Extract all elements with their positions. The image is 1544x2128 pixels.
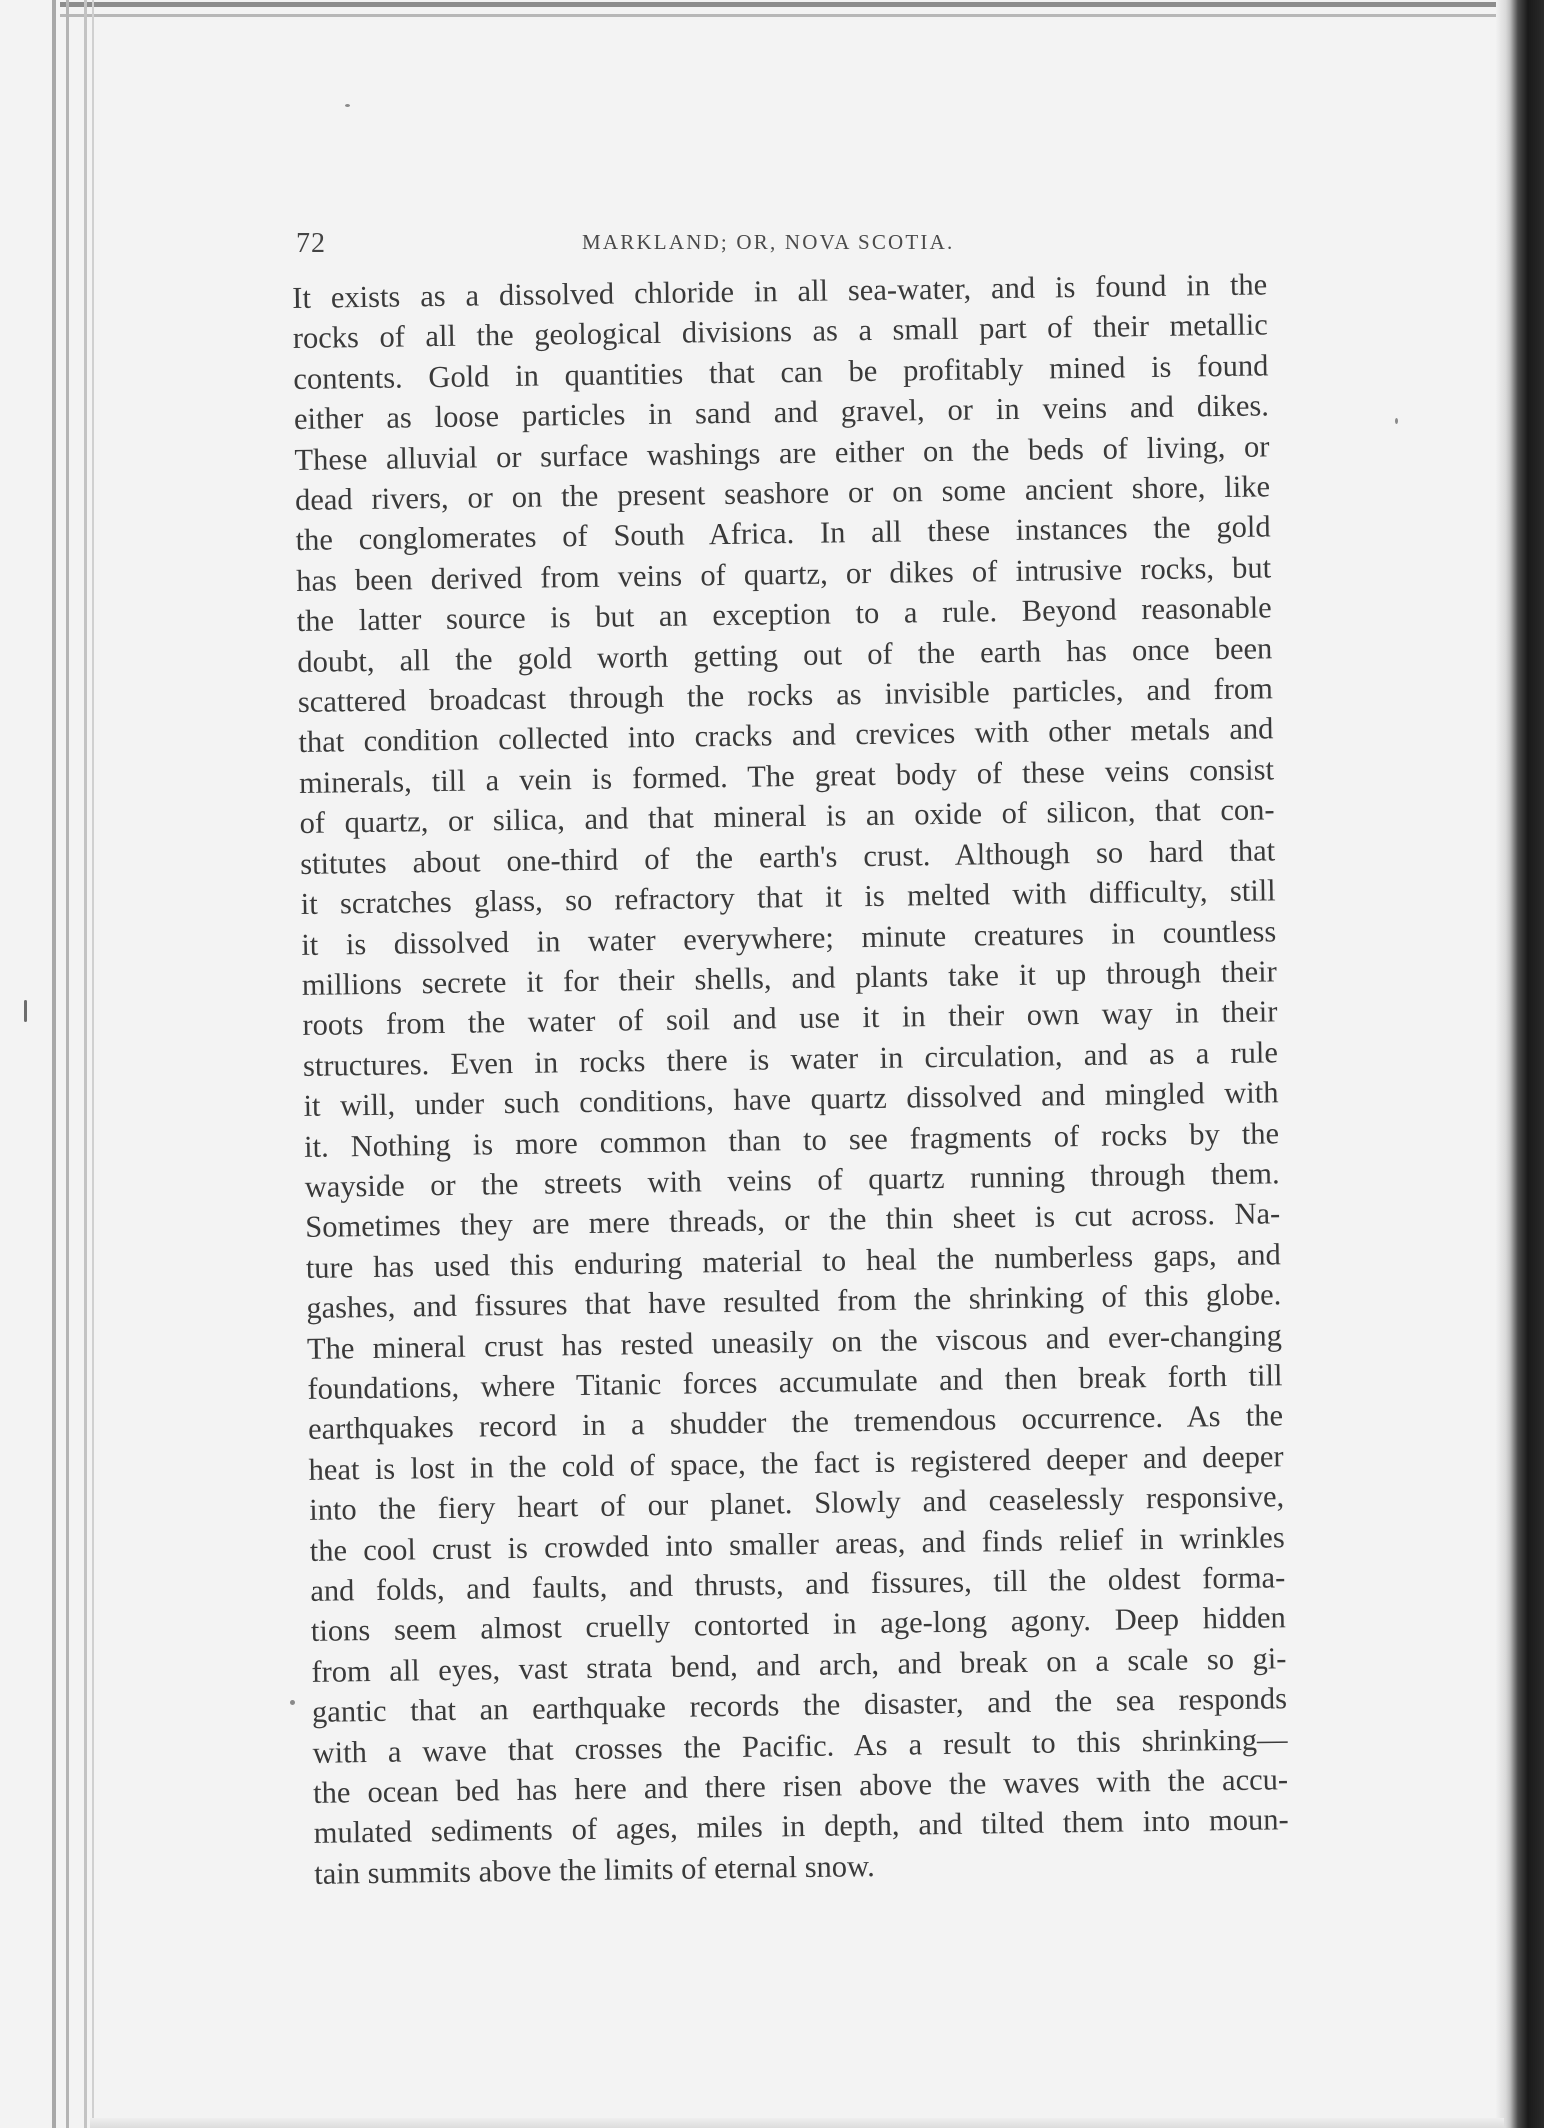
page-edge-bottom — [90, 2118, 1504, 2128]
text-line: gashes, and fissures that have resulted from the shrinking of this globe. — [306, 1277, 1282, 1326]
text-line: contents. Gold in quantities that can be profitably mined is found — [293, 348, 1269, 396]
text-line: the cool crust is crowded into smaller areas, and finds relief in wrinkles — [309, 1519, 1285, 1568]
scan-mark — [24, 1000, 27, 1022]
page-edge-top-inner — [60, 14, 1504, 17]
text-line: has been derived from veins of quartz, or dikes of intrusive rocks, but — [295, 550, 1272, 598]
text-line: foundations, where Titanic forces accumulate and then break forth till — [307, 1358, 1283, 1406]
text-line: The mineral crust has rested uneasily on the viscous and ever-changing — [306, 1317, 1283, 1366]
text-line: and folds, and faults, and thrusts, and fissures, till the oldest forma- — [310, 1560, 1286, 1608]
text-line: scattered broadcast through the rocks as invisible particles, and from — [297, 671, 1274, 720]
text-line: it will, under such conditions, have quartz dissolved and mingled with — [303, 1075, 1279, 1124]
text-line: into the fiery heart of our planet. Slowly and ceaselessly responsive, — [308, 1479, 1285, 1528]
text-line: roots from the water of soil and use it in their own way in their — [302, 994, 1278, 1043]
text-line: that condition collected into cracks and crevices with other metals and — [298, 711, 1274, 760]
text-line: These alluvial or surface washings are either on the beds of living, or — [294, 428, 1270, 477]
text-line: either as loose particles in sand and gravel, or in veins and dikes. — [293, 388, 1270, 437]
body-text — [292, 264, 1334, 1894]
page-edge-left-4 — [92, 0, 94, 2128]
text-line: It exists as a dissolved chloride in all sea-water, and is found in the — [292, 267, 1268, 315]
text-line: the latter source is but an exception to a rule. Beyond reasonable — [296, 590, 1272, 639]
text-line: of quartz, or silica, and that mineral is an oxide of silicon, that con- — [299, 792, 1275, 841]
text-line: tain summits above the limits of eternal snow. — [314, 1848, 875, 1891]
running-head-title: MARKLAND; OR, NOVA SCOTIA. — [582, 230, 955, 254]
page-edge-top — [60, 2, 1504, 7]
page-number: 72 — [296, 228, 326, 259]
text-line: mulated sediments of ages, miles in depth, and tilted them into moun- — [313, 1802, 1289, 1851]
text-line: wayside or the streets with veins of quartz running through them. — [304, 1156, 1280, 1204]
scan-speck — [345, 104, 350, 107]
text-line: millions secrete it for their shells, and plants take it up through their — [301, 954, 1278, 1002]
text-line: it is dissolved in water everywhere; minute creatures in countless — [301, 913, 1277, 962]
text-line: heat is lost in the cold of space, the fact is registered deeper and deeper — [308, 1439, 1284, 1487]
text-line: earthquakes record in a shudder the tremendous occurrence. As the — [307, 1398, 1284, 1447]
book-page — [292, 220, 1312, 1894]
page-edge-left-3 — [84, 0, 87, 2128]
scan-speck — [1395, 418, 1398, 424]
text-line: it. Nothing is more common than to see fragments of rocks by the — [303, 1115, 1280, 1164]
text-line: from all eyes, vast strata bend, and arch, and break on a scale so gi- — [311, 1641, 1287, 1689]
text-line: minerals, till a vein is formed. The great body of these veins consist — [298, 752, 1275, 800]
text-line: the ocean bed has here and there risen above the waves with the accu- — [312, 1762, 1289, 1810]
binding-edge — [1506, 0, 1544, 2128]
text-line: the conglomerates of South Africa. In all these instances the gold — [295, 509, 1271, 558]
page-edge-left-1 — [52, 0, 56, 2128]
running-head — [292, 220, 1312, 270]
page-edge-left-2 — [66, 0, 69, 2128]
text-line: doubt, all the gold worth getting out of the earth has once been — [297, 631, 1273, 679]
binding-shadow — [1496, 0, 1506, 2128]
text-line: it scratches glass, so refractory that it is melted with difficulty, still — [300, 873, 1276, 922]
text-line: with a wave that crosses the Pacific. As a result to this shrinking— — [312, 1721, 1288, 1770]
text-line: Sometimes they are mere threads, or the thin sheet is cut across. Na- — [305, 1196, 1281, 1245]
text-line: structures. Even in rocks there is water in circulation, and as a rule — [302, 1035, 1279, 1083]
text-line: gantic that an earthquake records the disaster, and the sea responds — [311, 1681, 1288, 1730]
text-line: ture has used this enduring material to heal the numberless gaps, and — [305, 1237, 1281, 1285]
text-line: tions seem almost cruelly contorted in age-long agony. Deep hidden — [310, 1600, 1287, 1649]
text-line: rocks of all the geological divisions as a small part of their metallic — [292, 307, 1268, 356]
text-line: stitutes about one-third of the earth's crust. Although so hard that — [299, 833, 1276, 881]
text-line: dead rivers, or on the present seashore or on some ancient shore, like — [294, 469, 1271, 518]
